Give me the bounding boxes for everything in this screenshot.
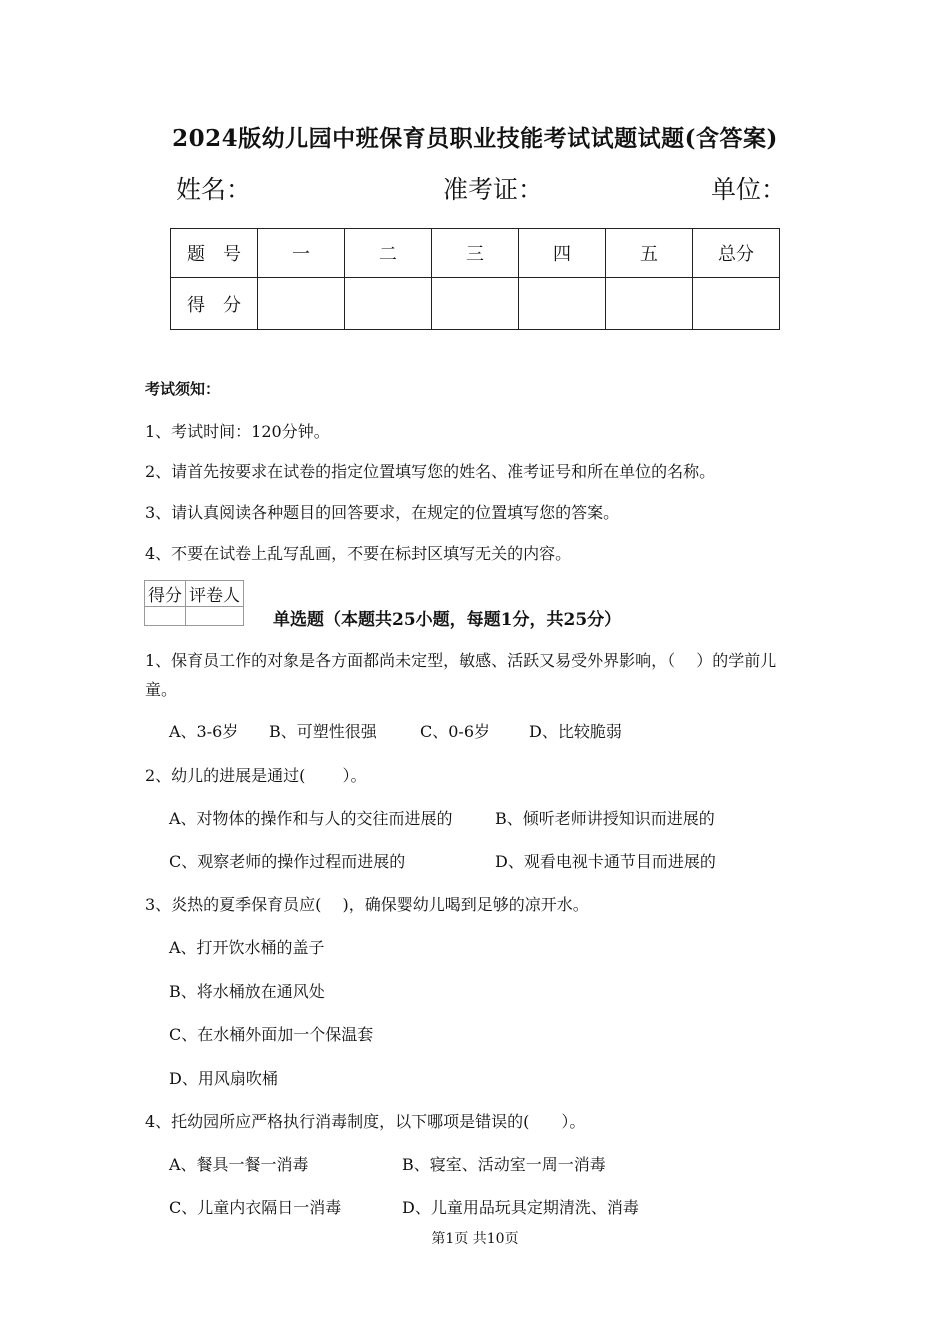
question-option: D、比较脆弱	[529, 722, 622, 741]
score-cell[interactable]	[432, 278, 519, 330]
score-header-cell: 五	[606, 229, 693, 278]
score-cell[interactable]	[345, 278, 432, 330]
page-footer: 第1页 共10页	[431, 1231, 519, 1247]
question-option: C、观察老师的操作过程而进展的	[169, 852, 406, 871]
score-header-cell: 一	[258, 229, 345, 278]
question-stem-continued: 童。	[145, 680, 178, 699]
question-option: D、儿童用品玩具定期清洗、消毒	[402, 1198, 639, 1217]
question-option: A、餐具一餐一消毒	[169, 1155, 309, 1174]
score-header-cell: 总分	[693, 229, 780, 278]
name-field-label: 姓名：	[176, 175, 252, 204]
question-option: D、用风扇吹桶	[169, 1069, 278, 1088]
question-stem: 1、保育员工作的对象是各方面都尚未定型，敏感、活跃又易受外界影响，（ ）的学前儿	[145, 651, 777, 670]
grader-score-label: 得分	[145, 581, 186, 607]
question-option: D、观看电视卡通节目而进展的	[495, 852, 716, 871]
grader-table	[144, 580, 244, 626]
grader-score-cell[interactable]	[145, 607, 186, 626]
notice-item: 3、请认真阅读各种题目的回答要求，在规定的位置填写您的答案。	[145, 503, 620, 522]
score-header-cell: 四	[519, 229, 606, 278]
page-title: 2024版幼儿园中班保育员职业技能考试试题试题(含答案)	[172, 125, 778, 152]
question-option: B、寝室、活动室一周一消毒	[402, 1155, 606, 1174]
grader-name-cell[interactable]	[186, 607, 244, 626]
score-cell[interactable]	[258, 278, 345, 330]
score-table	[170, 228, 780, 330]
score-cell[interactable]	[606, 278, 693, 330]
notice-item: 2、请首先按要求在试卷的指定位置填写您的姓名、准考证号和所在单位的名称。	[145, 462, 716, 481]
question-option: B、将水桶放在通风处	[169, 982, 325, 1001]
score-table-score-row	[171, 278, 780, 330]
score-cell[interactable]	[519, 278, 606, 330]
score-cell[interactable]	[693, 278, 780, 330]
question-option: A、打开饮水桶的盖子	[169, 938, 325, 957]
score-header-cell: 二	[345, 229, 432, 278]
exam-id-field-label: 准考证：	[443, 175, 544, 204]
question-option: C、0-6岁	[420, 722, 491, 741]
question-option: A、3-6岁	[169, 722, 239, 741]
score-table-header-row	[171, 229, 780, 278]
score-header-cell: 三	[432, 229, 519, 278]
score-header-cell: 题 号	[171, 229, 258, 278]
question-stem: 4、托幼园所应严格执行消毒制度，以下哪项是错误的( ）。	[145, 1112, 586, 1131]
question-option: B、倾听老师讲授知识而进展的	[495, 809, 715, 828]
section-title: 单选题（本题共25小题，每题1分，共25分）	[273, 610, 622, 630]
question-option: A、对物体的操作和与人的交往而进展的	[169, 809, 453, 828]
question-option: B、可塑性很强	[269, 722, 377, 741]
notice-item: 1、考试时间：120分钟。	[145, 422, 330, 441]
grader-name-label: 评卷人	[186, 581, 244, 607]
question-stem: 2、幼儿的进展是通过( ）。	[145, 766, 367, 785]
score-row-label: 得 分	[171, 278, 258, 330]
question-stem: 3、炎热的夏季保育员应( )，确保婴幼儿喝到足够的凉开水。	[145, 895, 589, 914]
notice-item: 4、不要在试卷上乱写乱画，不要在标封区填写无关的内容。	[145, 544, 572, 563]
question-option: C、在水桶外面加一个保温套	[169, 1025, 374, 1044]
question-option: C、儿童内衣隔日一消毒	[169, 1198, 342, 1217]
notice-title: 考试须知：	[145, 380, 221, 398]
unit-field-label: 单位：	[711, 175, 787, 204]
